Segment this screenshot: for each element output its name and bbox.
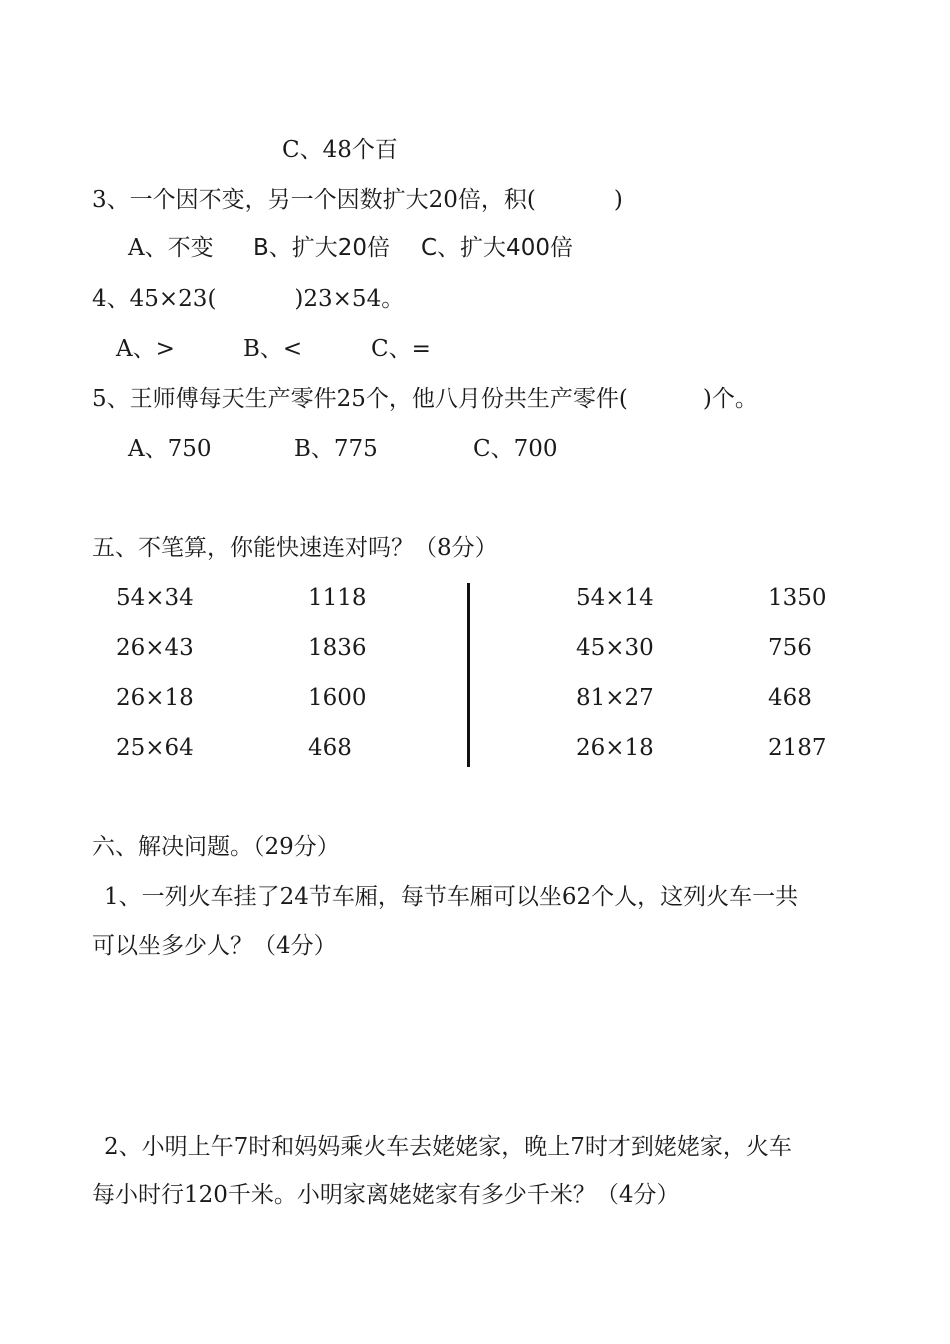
problem1-line1: 1、一列火车挂了24节车厢，每节车厢可以坐62个人，这列火车一共: [104, 884, 799, 910]
right-expression[interactable]: 45×30: [576, 635, 654, 661]
matching-divider: [467, 583, 470, 767]
right-expression[interactable]: 54×14: [576, 585, 654, 611]
q4-option-a: A、>: [116, 336, 175, 362]
q3-option-b: B、扩大20倍: [253, 235, 391, 261]
q3-question-end: ): [613, 187, 623, 213]
left-expression[interactable]: 25×64: [116, 735, 194, 761]
right-expression[interactable]: 26×18: [576, 735, 654, 761]
q3-option-c: C、扩大400倍: [421, 235, 573, 261]
q4-option-b: B、<: [243, 336, 303, 362]
q4-question-text: 4、45×23(: [92, 286, 217, 312]
q4-question-end: )23×54。: [294, 286, 405, 312]
q3-question-text: 3、一个因不变，另一个因数扩大20倍，积(: [92, 187, 536, 213]
q5-option-a: A、750: [128, 436, 212, 462]
q5-question-text: 5、王师傅每天生产零件25个，他八月份共生产零件(: [92, 386, 628, 412]
q4-question: [92, 284, 404, 314]
left-result[interactable]: 1118: [308, 585, 367, 611]
right-result[interactable]: 468: [768, 685, 812, 711]
q5-question-end: )个。: [702, 386, 758, 412]
right-result[interactable]: 1350: [768, 585, 827, 611]
problem1-line2: 可以坐多少人？（4分）: [92, 933, 337, 959]
problem2-line1: 2、小明上午7时和妈妈乘火车去姥姥家，晚上7时才到姥姥家，火车: [104, 1134, 792, 1160]
section5-title: 五、不笔算，你能快速连对吗？（8分）: [92, 535, 498, 561]
q5-option-c: C、700: [473, 436, 558, 462]
q5-option-b: B、775: [294, 436, 378, 462]
q2-option-c: C、48个百: [282, 137, 398, 163]
q3-question: [92, 185, 623, 215]
left-result[interactable]: 1836: [308, 635, 367, 661]
q5-question: [92, 384, 758, 414]
q3-option-a: A、不变: [128, 235, 214, 261]
q4-option-c: C、=: [371, 336, 431, 362]
left-expression[interactable]: 26×18: [116, 685, 194, 711]
right-result[interactable]: 2187: [768, 735, 827, 761]
right-expression[interactable]: 81×27: [576, 685, 654, 711]
left-result[interactable]: 468: [308, 735, 352, 761]
left-result[interactable]: 1600: [308, 685, 367, 711]
right-result[interactable]: 756: [768, 635, 812, 661]
left-expression[interactable]: 54×34: [116, 585, 194, 611]
section6-title: 六、解决问题。（29分）: [92, 834, 340, 860]
problem2-line2: 每小时行120千米。小明家离姥姥家有多少千米？（4分）: [92, 1182, 680, 1208]
left-expression[interactable]: 26×43: [116, 635, 194, 661]
